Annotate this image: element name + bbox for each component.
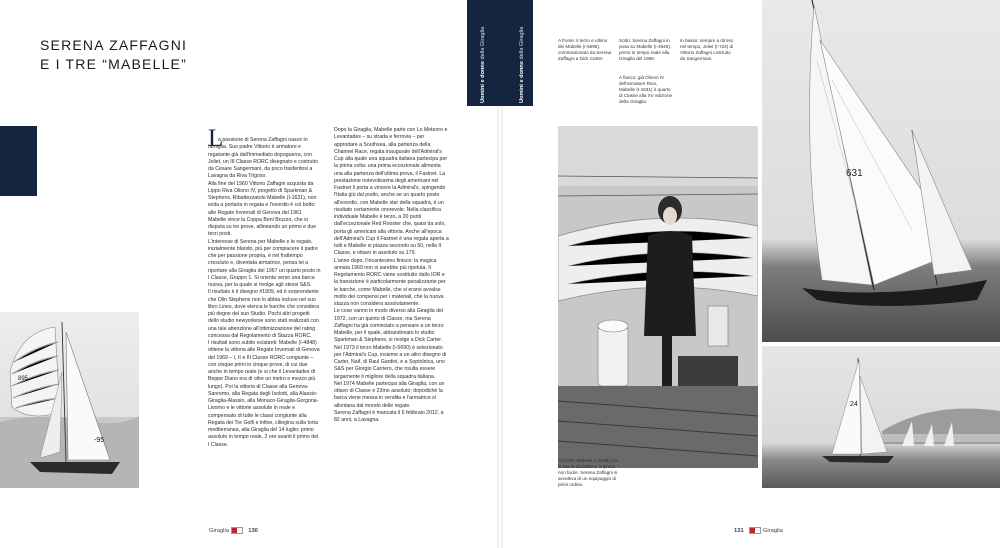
caption-1: A fronte: il terzo e ultimo dei Mabelle (I-5695), commissionato da Serena Zaffagni a Dick Carter. [558, 38, 612, 61]
photo-sailboat-spinnaker [0, 312, 139, 488]
flag-icon [231, 527, 243, 534]
footer-brand-left: Giraglia [209, 528, 229, 535]
photo-sailboat-mabelle [762, 0, 1000, 342]
title-line-1: SERENA ZAFFAGNI [40, 37, 188, 53]
title-line-2: E I TRE “MABELLE” [40, 56, 187, 72]
caption-4: In basso: sempre a ritroso nel tempo, Joliet (I-724) di Vittorio Zaffagni costruito da Sangermani. [680, 38, 734, 61]
sailboat-illustration [0, 312, 139, 488]
small-sailboat-illustration [762, 346, 1000, 488]
caption-5: A fronte: Mabelle (I-4848) era la barca da battere, impresa non facile. Serena Zaffagni si avvaleva di un equipaggio di primi ordine. [558, 458, 618, 487]
sail-number-tall: 631 [846, 168, 863, 179]
left-page [0, 0, 497, 548]
footer-brand-right: Giraglia [762, 528, 783, 535]
section-label-left-rest: della Giraglia [480, 26, 486, 62]
footer-right [730, 527, 783, 534]
sail-number-left-2: -95 [94, 437, 105, 444]
section-label-left-bold: Uomini e donne [480, 61, 486, 103]
deck-illustration [558, 126, 758, 468]
flag-icon [749, 527, 761, 534]
section-label-right [519, 8, 529, 103]
tall-sailboat-illustration [762, 0, 1000, 342]
section-label-left [480, 8, 490, 103]
section-label-right-rest: della Giraglia [519, 26, 525, 62]
caption-2: Sotto: Serena Zaffagni in posa su Mabelle (I-4848), primo in tempo reale alla Giraglia del 1969. [619, 38, 672, 61]
drop-cap: L [208, 125, 224, 152]
section-label-right-bold: Uomini e donne [519, 61, 525, 103]
body-column-2: Dopo la Giraglia, Mabelle parte con Lo Meteoro e Levantades – su strada e ferrovia – per approdare a Southsea, alla partenza della Channel Race, regata inaugurale dell'Admiral's Cup alla quale una squadra italiana partecipa per la prima volta: una prima eccezionale alimenta una alla partenza dell'ultima prova, il Fastnet. La prestazione notevolissima degli americani nel Fastnet li porta a vincere la Admiral's, spingendo l'Italia giù dal podio, anche se un quarto posto all'esordio, con Mabelle star della squadra, è un risultato certamente onorevole. Nella classifica individuale Mabelle è terzo, a 20 punti dall'eccezionale Red Rooster che, quasi da solo, porta gli americani alla vittoria. Anche all'epoca dell'Admiral's Cup il Fastnet è una regata aperta a tutti e Mabelle si piazza secondo su 50, nella II Classe, e ottavo in assoluto su 179. L'anno dopo, l'incantesimo finisce: la magica annata 1969 non si sarebbe più ripetuta. Il Regolamento RORC viene sostituito dallo IOR e la transizione è particolarmente penalizzante per le barche, come Mabelle, che si erano avvalse molto dei compensi per i materiali, che la nuova stazza non considera assolutamente. Le cose vanno in modo diverso alla Giraglia del 1972, con un quinto di Classe, ma Serena Zaffagni ha già cominciato a pensare a un terzo Mabelle, per il quale, abbandonato lo studio Sparkman & Stephens, si rivolge a Dick Carter. Nel 1973 il terzo Mabelle (I-5690) è selezionato per l'Admiral's Cup, insieme a un altro disegno di Carter, Naif, di Raul Gardini, e a Soptolnica, uno S&S per Giorgio Carriero, che risulta essere largamente il migliore della squadra italiana. Nel 1974 Mabelle partecipa alla Giraglia, con un ottavo di Classe e 23mo assoluto; dopodiché la barca viene messa in vendita e l'armatrice si allontana dal mondo delle regate. Serena Zaffagni è mancata il 6 febbraio 2012, a 82 anni, a Lavagna. [334, 127, 449, 423]
photo-serena-on-deck [558, 126, 758, 468]
photo-sailboat-joliet [762, 346, 1000, 488]
sail-number-left-1: 895 [18, 376, 29, 382]
sail-number-small: 24 [850, 401, 858, 408]
navy-accent-block [0, 126, 37, 196]
body-column-1: a passione di Serena Zaffagni nasce in famiglia. Suo padre Vittorio è armatore e regatante già dall'immediato dopoguerra, con Joliet, un III Classe RORC disegnato e costruito da Cesare Sangermani, da poco trasferitosi a Lavagna da Riva Trigoso. Alla fine del 1960 Vittorio Zaffagni acquista da Lippo Riva Oliono IV, progetto di Sparkman & Stephens. Ribattezzatolo Mabelle (I-1631), non esita a portarla in regata e l'esordio è col botto: alle Regate Invernali di Genova del 1961 Mabelle vince la Coppa Beni Bruzzo, che si disputa su tre prove, allineando un primo e due terzi posti. L'interesse di Serena per Mabelle e le regate, inizialmente blando, più per compiacere il padre che per passione propria, è nel frattempo cresciuto e, diventata armatrice, pensa lei a riportare alla Giraglia del 1967 un quarto posto in I Classe, Gruppo 1. Si orienta verso una barca nuova, per la quale si rivolge agli stessi S&S. Il risultato è il disegno #1909, ed è sorprendente che Olin Stephens non lo abbia incluso nel suo libro Lines, dove elenca le barche che considera più degne del suo Studio. Pochi altri progetti dello studio newyorkese sono stati realizzati con una tale attenzione all'ottimizzazione del rating concessa dal Regolamento di Stazza RORC. I risultati sono subito eclatanti: Mabelle (I-4848) ottiene la vittoria alle Regate Invernali di Genova del 1969 – I, II e III Classe RORC congiunte – con cinque primi in cinque prove, di cui due anche in tempo reale (e si che il Levantades di Beppe Diano era di oltre un metro e mezzo più lungo). Poi la vittoria di Classe alla Genova-Sanremo, alla Regata degli Isolotti, alla Alassio-Giraglia-Alassio, alla Monaco-Giraglia-Gorgona-Livorno e le vittorie assolute in reale e compensato di tutte le classi congiunte alla Regata dei Tre Golfi e infine, ciliegina sulla torta mediterranea, alla Giraglia del 14 luglio: primo assoluto in tempo reale, 2 ore avanti il primo del I Classe. [208, 137, 321, 448]
footer-left [209, 527, 262, 534]
page-number-right: 131 [734, 528, 744, 535]
caption-3: A fianco: già Oliono IV dell'armatore Riva, Mabelle (I-1631) è quarto di Classe alla XV edizione della Giraglia. [619, 75, 673, 104]
page-number-left: 130 [248, 528, 258, 535]
article-title [40, 36, 187, 74]
